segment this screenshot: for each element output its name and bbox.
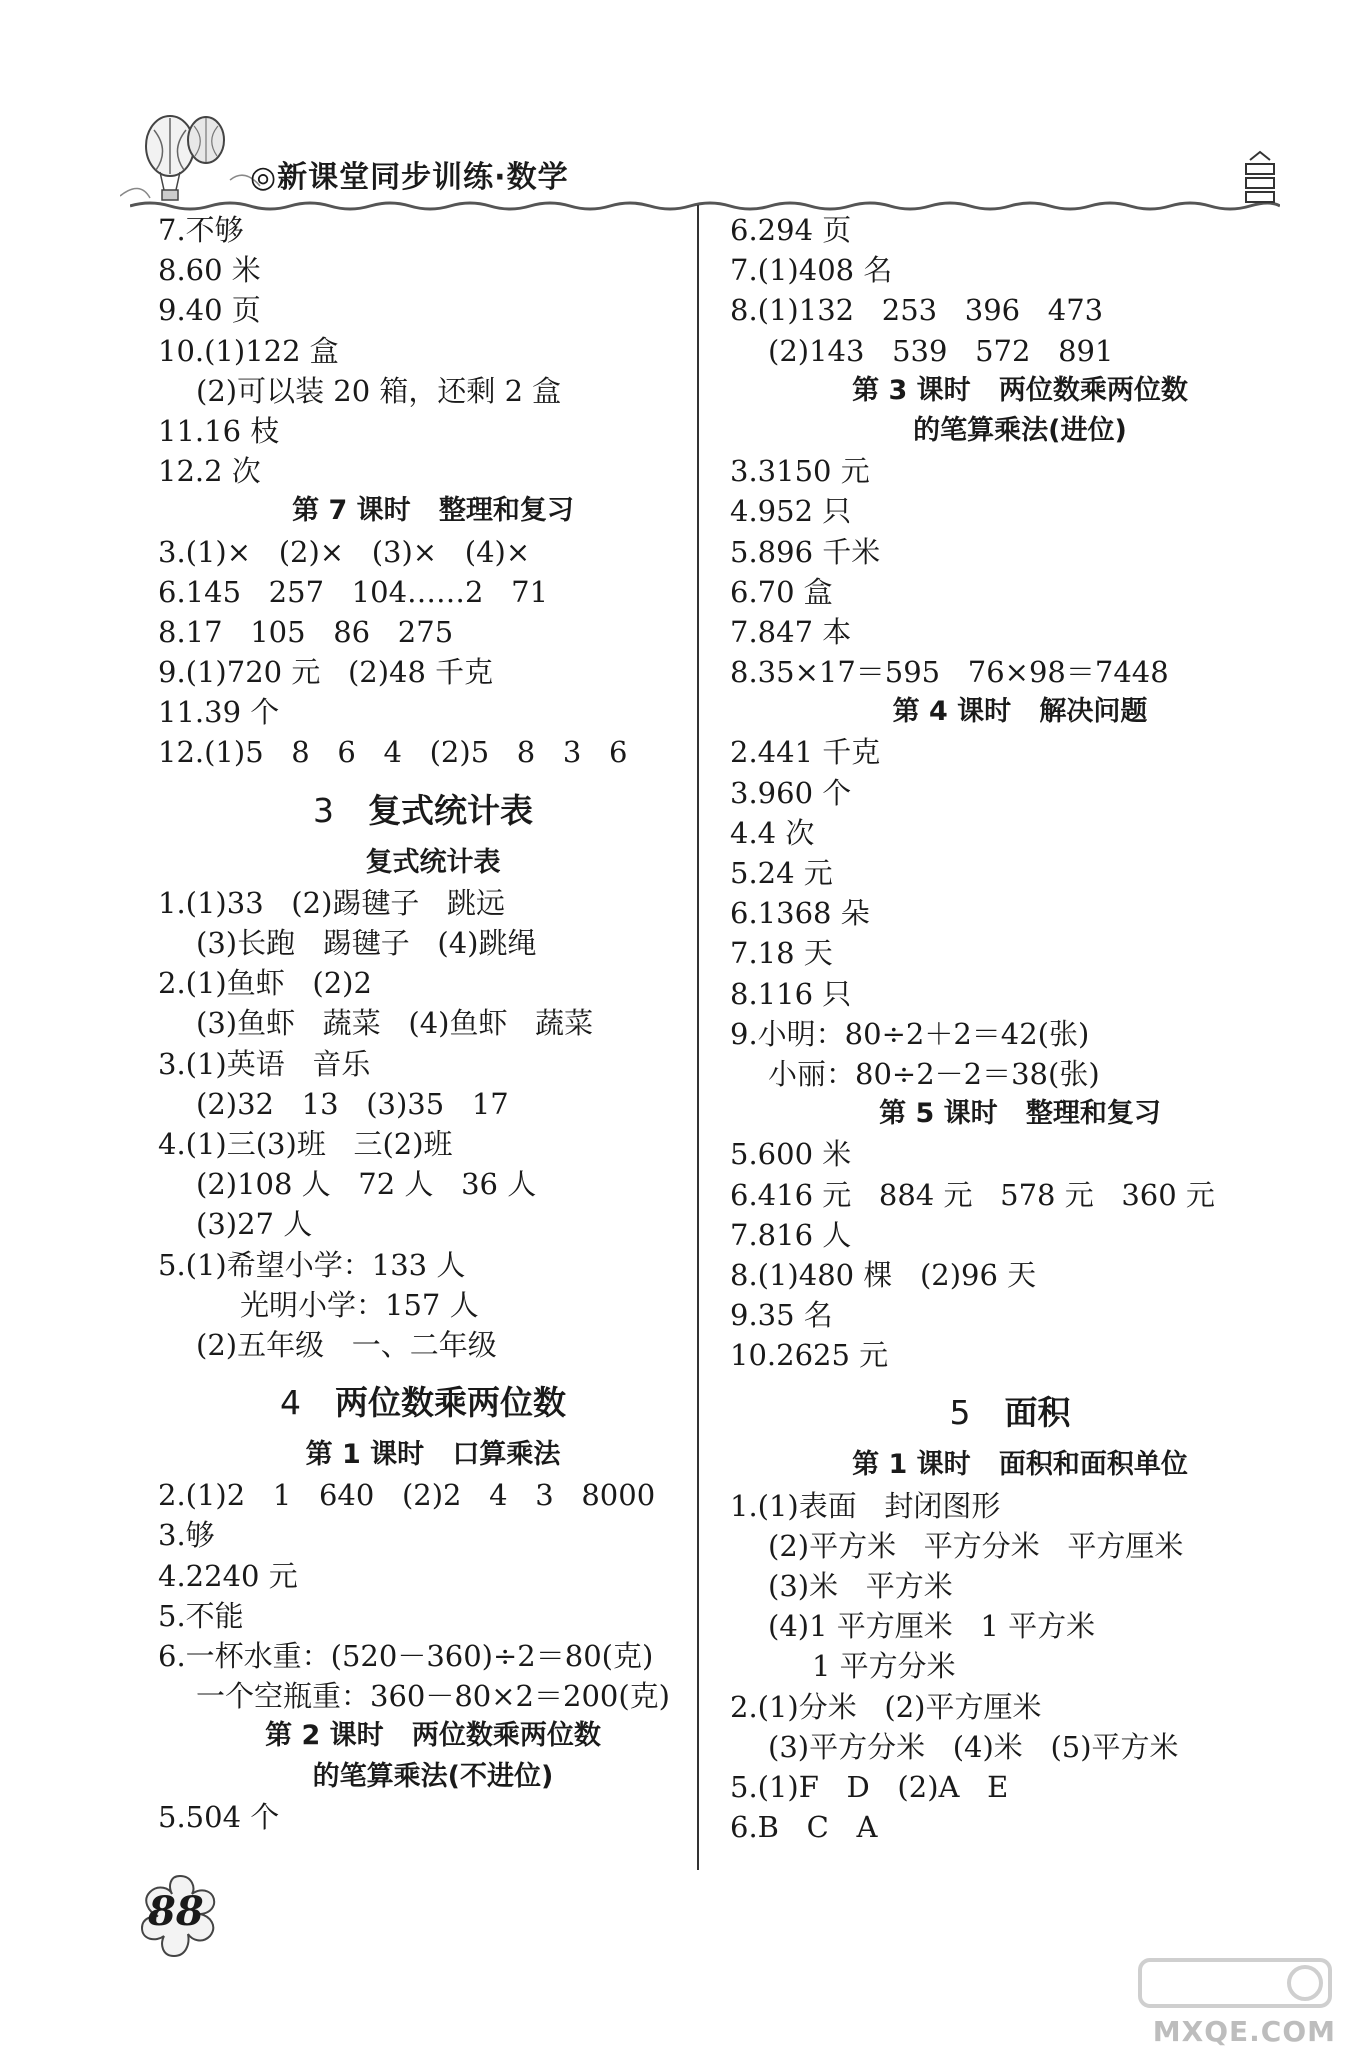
- answer-line: (2)108 人 72 人 36 人: [196, 1167, 537, 1202]
- answer-line: (2)可以装 20 箱，还剩 2 盒: [196, 373, 562, 408]
- section-heading: 复式统计表: [365, 846, 501, 878]
- answer-line: 7.18 天: [730, 936, 833, 971]
- answer-line: (2)32 13 (3)35 17: [196, 1086, 509, 1121]
- left-column: [158, 210, 688, 1837]
- answer-line: (3)27 人: [196, 1207, 313, 1242]
- answer-line: 2.441 千克: [730, 735, 881, 770]
- answer-line: 小丽：80÷2－2＝38(张): [768, 1056, 1100, 1091]
- answer-line: 9.小明：80÷2＋2＝42(张): [730, 1016, 1090, 1051]
- right-column: [730, 210, 1290, 1847]
- section-heading: 第 5 课时 整理和复习: [879, 1098, 1161, 1130]
- chapter-number: 5: [949, 1393, 971, 1433]
- section-heading: 第 1 课时 面积和面积单位: [852, 1449, 1188, 1481]
- answer-line: 3.(1)英语 音乐: [158, 1046, 371, 1081]
- chapter-name: 两位数乘两位数: [335, 1383, 566, 1423]
- answer-line: 8.116 只: [730, 976, 852, 1011]
- answer-line: 一个空瓶重：360－80×2＝200(克): [196, 1679, 670, 1714]
- chapter-title: [730, 1375, 1290, 1445]
- answer-line: (2)五年级 一、二年级: [196, 1327, 497, 1362]
- book-title: ◎新课堂同步训练·数学: [250, 160, 569, 195]
- answer-line: 4.(1)三(3)班 三(2)班: [158, 1126, 453, 1161]
- page-number: 88: [148, 1888, 204, 1935]
- answer-line: 7.816 人: [730, 1217, 852, 1252]
- chapter-name: 复式统计表: [368, 790, 533, 830]
- answer-line: 光明小学：157 人: [240, 1287, 479, 1322]
- answer-line: 8.35×17＝595 76×98＝7448: [730, 655, 1169, 690]
- answer-line: 11.16 枝: [158, 413, 280, 448]
- answer-line: 1.(1)33 (2)踢毽子 跳远: [158, 885, 506, 920]
- answer-line: 3.3150 元: [730, 454, 870, 489]
- answer-line: (3)平方分米 (4)米 (5)平方米: [768, 1729, 1179, 1764]
- answer-line: 6.145 257 104……2 71: [158, 574, 549, 609]
- section-heading: 的笔算乘法(进位): [913, 414, 1127, 446]
- answer-line: (2)平方米 平方分米 平方厘米: [768, 1528, 1184, 1563]
- answer-line: 1.(1)表面 封闭图形: [730, 1488, 1001, 1523]
- answer-line: 3.(1)× (2)× (3)× (4)×: [158, 534, 531, 569]
- chapter-number: 3: [313, 790, 334, 830]
- answer-line: 9.40 页: [158, 293, 261, 328]
- watermark-url: MXQE.COM: [1152, 2015, 1336, 2048]
- section-heading: 第 7 课时 整理和复习: [292, 495, 574, 527]
- answer-line: 6.1368 朵: [730, 896, 870, 931]
- answer-line: 5.(1)希望小学：133 人: [158, 1247, 466, 1282]
- answer-line: 8.(1)480 棵 (2)96 天: [730, 1257, 1037, 1292]
- chapter-title: [158, 1365, 688, 1435]
- answer-line: 9.(1)720 元 (2)48 千克: [158, 655, 494, 690]
- section-heading: 第 1 课时 口算乘法: [305, 1439, 561, 1471]
- decoration-icon: [1240, 150, 1280, 210]
- answer-line: 5.24 元: [730, 856, 833, 890]
- answer-line: 6.B C A: [730, 1810, 878, 1845]
- answer-line: (2)143 539 572 891: [768, 333, 1114, 368]
- answer-line: 8.17 105 86 275: [158, 614, 454, 649]
- answer-line: 3.960 个: [730, 775, 852, 810]
- answer-line: 5.(1)F D (2)A E: [730, 1769, 1009, 1804]
- page-header: [120, 110, 1280, 220]
- answer-line: 2.(1)分米 (2)平方厘米: [730, 1689, 1042, 1724]
- hot-air-balloon-icon: [120, 110, 270, 210]
- answer-line: 5.504 个: [158, 1799, 280, 1834]
- answer-line: (3)鱼虾 蔬菜 (4)鱼虾 蔬菜: [196, 1006, 594, 1041]
- answer-line: 6.416 元 884 元 578 元 360 元: [730, 1177, 1215, 1212]
- section-heading: 第 3 课时 两位数乘两位数: [852, 374, 1188, 406]
- chapter-title: [158, 773, 688, 843]
- section-heading: 第 2 课时 两位数乘两位数: [265, 1720, 601, 1752]
- answer-line: 8.60 米: [158, 253, 261, 288]
- page-number-badge: [130, 1870, 230, 1960]
- answer-line: 9.35 名: [730, 1298, 833, 1333]
- answer-line: (3)米 平方米: [768, 1569, 953, 1603]
- answer-line: 4.4 次: [730, 815, 815, 850]
- chapter-number: 4: [280, 1383, 301, 1423]
- answer-line: 4.952 只: [730, 494, 852, 529]
- answer-line: 11.39 个: [158, 695, 280, 730]
- answer-line: 6.70 盒: [730, 574, 833, 609]
- chapter-name: 面积: [1004, 1393, 1071, 1433]
- answer-line: 2.(1)鱼虾 (2)2: [158, 966, 372, 1001]
- column-divider: [697, 205, 699, 1870]
- answer-line: 5.不能: [158, 1598, 244, 1633]
- answer-line: 12.2 次: [158, 454, 261, 489]
- answer-line: 2.(1)2 1 640 (2)2 4 3 8000: [158, 1478, 656, 1513]
- answer-line: 10.(1)122 盒: [158, 333, 339, 368]
- answer-line: 10.2625 元: [730, 1338, 889, 1373]
- answer-line: (3)长跑 踢毽子 (4)跳绳: [196, 926, 537, 960]
- answer-line: 12.(1)5 8 6 4 (2)5 8 3 6: [158, 735, 628, 770]
- section-heading: 的笔算乘法(不进位): [312, 1760, 554, 1792]
- answer-line: 7.(1)408 名: [730, 253, 893, 288]
- answer-line: 7.847 本: [730, 614, 852, 649]
- answer-line: 7.不够: [158, 213, 244, 247]
- answer-line: 6.一杯水重：(520－360)÷2＝80(克): [158, 1639, 654, 1673]
- answer-line: 8.(1)132 253 396 473: [730, 293, 1104, 328]
- answer-line: 5.600 米: [730, 1137, 852, 1172]
- answer-line: 6.294 页: [730, 213, 852, 247]
- answer-line: 4.2240 元: [158, 1558, 298, 1593]
- section-heading: 第 4 课时 解决问题: [892, 696, 1148, 728]
- answer-line: 3.够: [158, 1518, 215, 1553]
- answer-line: (4)1 平方厘米 1 平方米: [768, 1609, 1096, 1644]
- answer-line: 5.896 千米: [730, 534, 881, 569]
- answer-line: 1 平方分米: [812, 1649, 956, 1684]
